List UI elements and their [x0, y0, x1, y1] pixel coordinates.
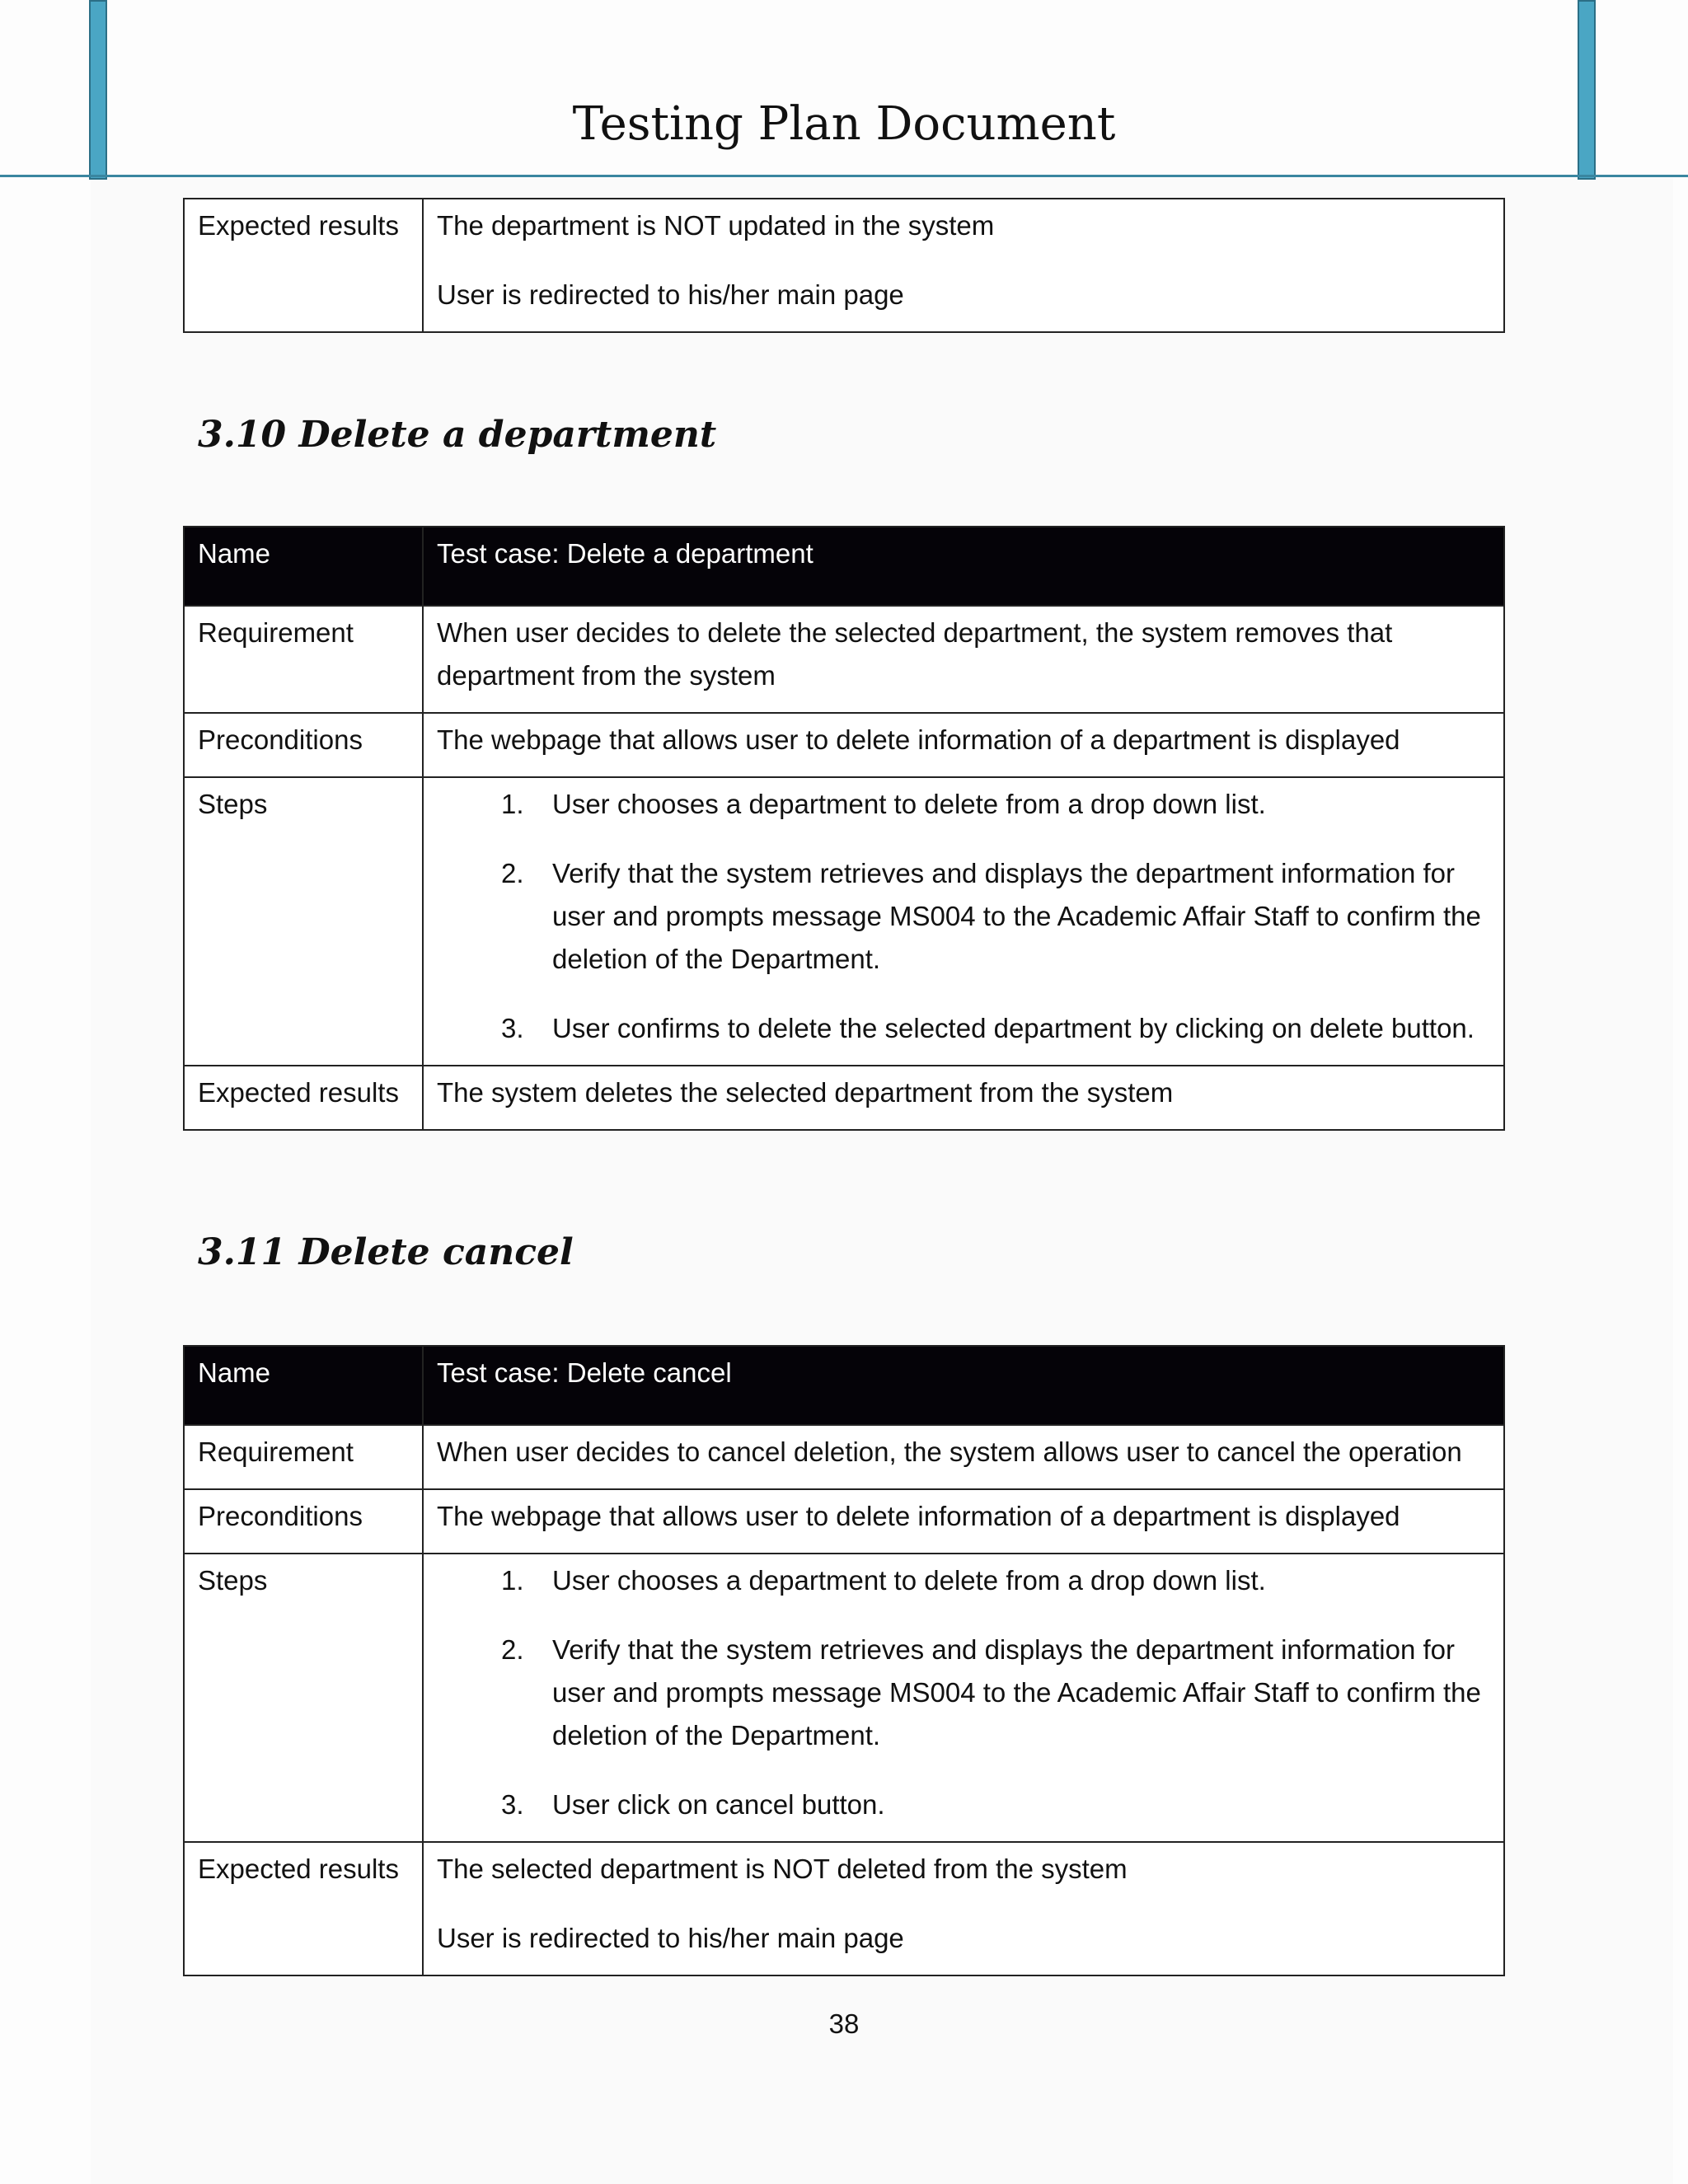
- step-text: User confirms to delete the selected department by clicking on delete button.: [552, 1013, 1475, 1043]
- expected-results-label: Expected results: [184, 1066, 423, 1130]
- expected-results-label: Expected results: [184, 1842, 423, 1975]
- table-row: [184, 606, 1504, 713]
- table-header-row: [184, 1346, 1504, 1425]
- header-divider: [0, 175, 1688, 177]
- step-number: 2.: [501, 858, 524, 888]
- step-number: 1.: [501, 789, 524, 819]
- name-label: Name: [184, 527, 423, 606]
- requirement-value: When user decides to delete the selected department, the system removes that department from the system: [423, 606, 1504, 713]
- preconditions-label: Preconditions: [184, 713, 423, 777]
- expected-results-label: Expected results: [184, 199, 423, 332]
- table-row: [184, 199, 1504, 332]
- table-row: [184, 1489, 1504, 1554]
- expected-results-value: [423, 199, 1504, 332]
- table-row: [184, 713, 1504, 777]
- document-title: Testing Plan Document: [572, 97, 1116, 151]
- steps-value: [423, 1554, 1504, 1842]
- step-item: [501, 1559, 1490, 1602]
- step-item: [501, 852, 1490, 981]
- name-value: Test case: Delete a department: [423, 527, 1504, 606]
- step-item: [501, 1783, 1490, 1826]
- step-number: 1.: [501, 1565, 524, 1596]
- step-number: 3.: [501, 1789, 524, 1820]
- section-title-3-10: 3.10 Delete a department: [198, 414, 717, 456]
- step-number: 3.: [501, 1013, 524, 1043]
- expected-result-line: The selected department is NOT deleted from the system: [437, 1854, 1128, 1884]
- step-text: User click on cancel button.: [552, 1789, 885, 1820]
- section-title-3-11: 3.11 Delete cancel: [198, 1231, 574, 1273]
- steps-list: [437, 1559, 1490, 1826]
- expected-result-line: User is redirected to his/her main page: [437, 1923, 904, 1953]
- preconditions-value: The webpage that allows user to delete information of a department is displayed: [423, 1489, 1504, 1554]
- step-text: Verify that the system retrieves and displays the department information for user and prompts message MS004 to the Academic Affair Staff to confirm the deletion of the Department.: [552, 858, 1481, 974]
- name-label: Name: [184, 1346, 423, 1425]
- header-accent-bar-right: [1578, 0, 1596, 180]
- test-case-table-delete-department: [183, 526, 1505, 1131]
- requirement-label: Requirement: [184, 606, 423, 713]
- step-text: User chooses a department to delete from a drop down list.: [552, 1565, 1266, 1596]
- step-text: Verify that the system retrieves and displays the department information for user and prompts message MS004 to the Academic Affair Staff to confirm the deletion of the Department.: [552, 1634, 1481, 1750]
- table-row: [184, 1425, 1504, 1489]
- table-row: [184, 1554, 1504, 1842]
- step-item: [501, 1007, 1490, 1050]
- expected-result-line: The system deletes the selected department from the system: [437, 1077, 1174, 1108]
- table-row: [184, 1066, 1504, 1130]
- step-item: [501, 783, 1490, 826]
- expected-result-line: User is redirected to his/her main page: [437, 279, 904, 310]
- steps-list: [437, 783, 1490, 1050]
- header-accent-bar-left: [89, 0, 107, 180]
- test-case-table-delete-cancel: [183, 1345, 1505, 1976]
- steps-label: Steps: [184, 1554, 423, 1842]
- table-row: [184, 777, 1504, 1066]
- preconditions-label: Preconditions: [184, 1489, 423, 1554]
- requirement-label: Requirement: [184, 1425, 423, 1489]
- steps-label: Steps: [184, 777, 423, 1066]
- steps-value: [423, 777, 1504, 1066]
- step-item: [501, 1629, 1490, 1757]
- name-value: Test case: Delete cancel: [423, 1346, 1504, 1425]
- preconditions-value: The webpage that allows user to delete information of a department is displayed: [423, 713, 1504, 777]
- step-text: User chooses a department to delete from a drop down list.: [552, 789, 1266, 819]
- expected-result-line: The department is NOT updated in the system: [437, 210, 995, 241]
- requirement-value: When user decides to cancel deletion, the system allows user to cancel the operation: [423, 1425, 1504, 1489]
- page-number: 38: [828, 2008, 860, 2039]
- expected-results-value: [423, 1842, 1504, 1975]
- test-case-table-continued: [183, 198, 1505, 333]
- expected-results-value: [423, 1066, 1504, 1130]
- table-header-row: [184, 527, 1504, 606]
- step-number: 2.: [501, 1634, 524, 1665]
- table-row: [184, 1842, 1504, 1975]
